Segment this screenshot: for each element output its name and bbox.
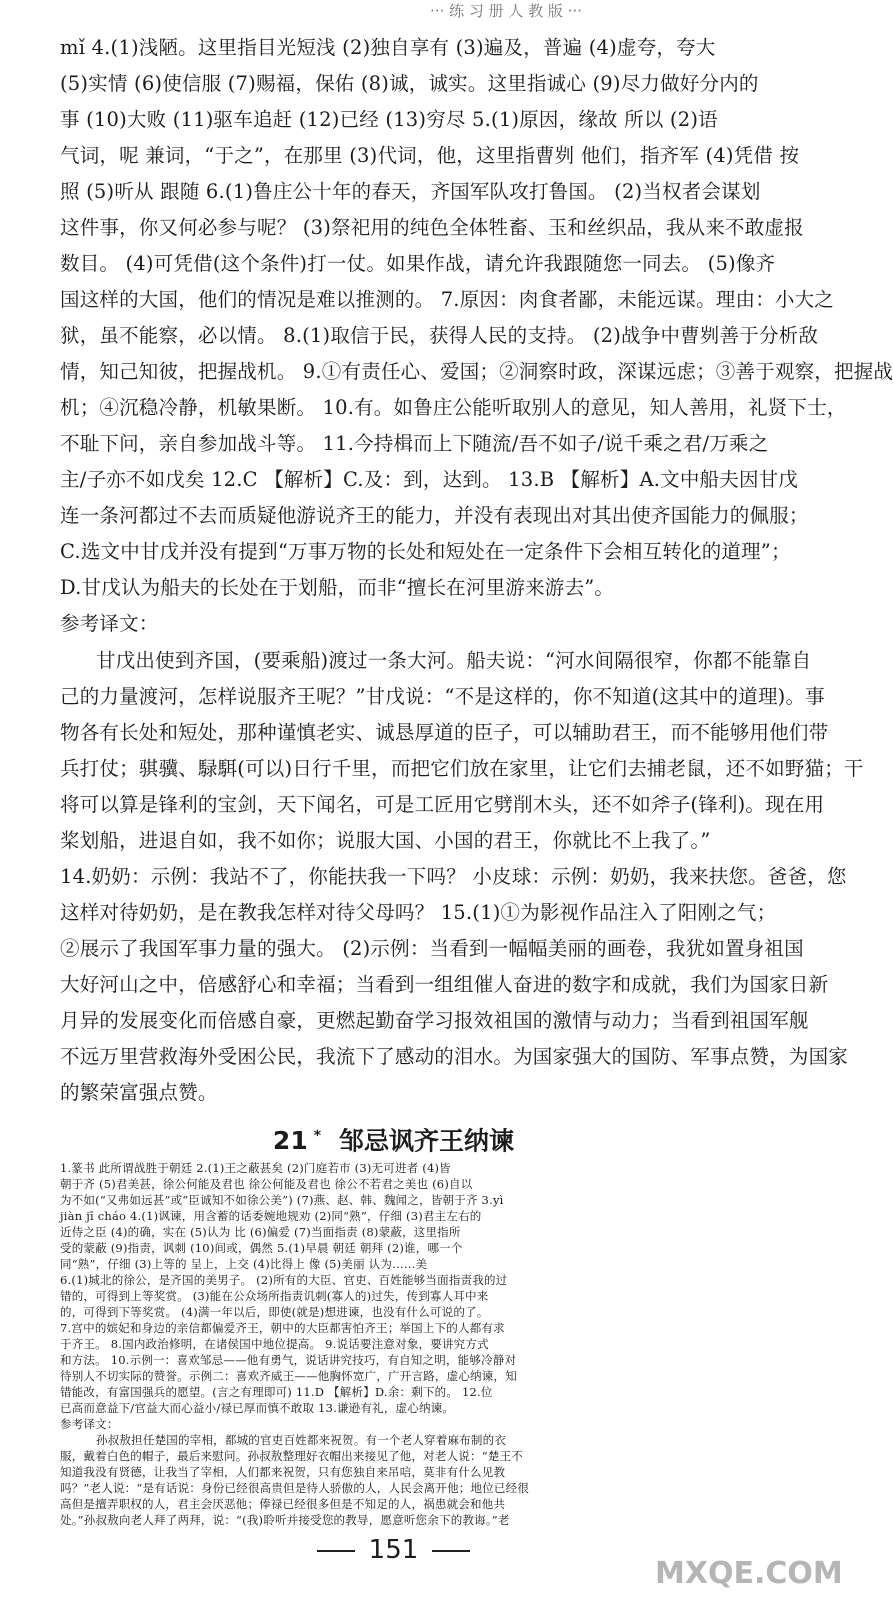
answer-line: 错能改，有富国强兵的愿望。(言之有理即可) 11.D 【解析】D.余：剩下的。 12.位 <box>60 1385 493 1399</box>
answer-line: 事 (10)大败 (11)驱车追赶 (12)已经 (13)穷尽 5.(1)原因，缘故 所以 (2)语 <box>60 108 718 131</box>
translation-line: 将可以算是锋利的宝剑，天下闻名，可是工匠用它劈削木头，还不如斧子(锋利)。现在用 <box>60 793 825 816</box>
answer-line: 6.(1)城北的徐公，是齐国的美男子。 (2)所有的大臣、官吏、百姓能够当面指责我的过 <box>60 1273 508 1287</box>
answer-line: 这件事，你又何必参与呢？ (3)祭祀用的纯色全体牲畜、玉和丝织品，我从来不敢虚报 <box>60 216 804 239</box>
section-title <box>0 1116 787 1161</box>
answer-line: 大好河山之中，倍感舒心和幸福；当看到一组组催人奋进的数字和成就，我们为国家日新 <box>60 973 829 996</box>
answer-line: 机；④沉稳冷静，机敏果断。 10.有。如鲁庄公能听取别人的意见，知人善用，礼贤下士， <box>60 396 847 419</box>
answer-line: 国这样的大国，他们的情况是难以推测的。 7.原因：肉食者鄙，未能远谋。理由：小大之 <box>60 288 835 311</box>
answer-line: 月异的发展变化而倍感自豪，更燃起勤奋学习报效祖国的激情与动力；当看到祖国军舰 <box>60 1009 809 1032</box>
answer-line: 近侍之臣 (4)的确，实在 (5)认为 比 (6)偏爱 (7)当面指责 (8)蒙蔽，这里指所 <box>60 1225 461 1239</box>
answer-line: D.甘戊认为船夫的长处在于划船，而非“擅长在河里游来游去”。 <box>60 576 615 599</box>
translation-line: 处。”孙叔敖向老人拜了两拜，说：“(我)聆听并接受您的教导，愿意听您余下的教诲。”老 <box>60 1513 510 1527</box>
page-number-dash-left <box>317 1550 355 1552</box>
answer-line: 7.宫中的嫔妃和身边的亲信都偏爱齐王，朝中的大臣都害怕齐王；举国上下的人都有求 <box>60 1321 505 1335</box>
answer-line: C.选文中甘戊并没有提到“万事万物的长处和短处在一定条件下会相互转化的道理”； <box>60 540 791 563</box>
answer-line: 错的，可得到上等奖赏。 (3)能在公众场所指责讥刺(寡人的)过失，传到寡人耳中来 <box>60 1289 489 1303</box>
translation-line: 甘戊出使到齐国，(要乘船)渡过一条大河。船夫说：“河水间隔很窄，你都不能靠自 <box>96 649 812 672</box>
translation-line: 吗？”老人说：“是有话说：身份已经很高贵但是待人骄傲的人，人民会离开他；地位已经很 <box>60 1481 530 1495</box>
section-star: * <box>313 1128 322 1144</box>
site-watermark: MXQE.COM <box>655 1556 843 1591</box>
translation-line: 兵打仗；骐骥、騄駬(可以)日行千里，而把它们放在家里，让它们去捕老鼠，还不如野猫；干 <box>60 757 864 780</box>
translation-line: 服，戴着白色的帽子，最后来慰问。孙叔敖整理好衣帽出来接见了他，对老人说：“楚王不 <box>60 1449 523 1463</box>
translation-line: 己的力量渡河，怎样说服齐王呢？”甘戊说：“不是这样的，你不知道(这其中的道理)。事 <box>60 685 825 708</box>
answer-line: 主/子亦不如戊矣 12.C 【解析】C.及：到，达到。 13.B 【解析】A.文中船夫因甘戊 <box>60 468 799 491</box>
answer-line: 和方法。 10.示例一：喜欢邹忌——他有勇气，说话讲究技巧，有自知之明，能够冷静对 <box>60 1353 517 1367</box>
answer-line: 狱，虽不能察，必以情。 8.(1)取信于民，获得人民的支持。 (2)战争中曹刿善于分析敌 <box>60 324 819 347</box>
answer-line: 于齐王。 8.国内政治修明，在诸侯国中地位提高。 9.说话要注意对象，要讲究方式 <box>60 1337 489 1351</box>
answer-line: 不耻下问，亲自参加战斗等。 11.今持楫而上下随流/吾不如子/说千乘之君/万乘之 <box>60 432 769 455</box>
translation-line: 桨划船，进退自如，我不如你；说服大国、小国的君王，你就比不上我了。” <box>60 829 711 852</box>
page-number-dash-right <box>432 1550 470 1552</box>
answer-line: 14.奶奶：示例：我站不了，你能扶我一下吗？ 小皮球：示例：奶奶，我来扶您。爸爸，您 <box>60 865 847 888</box>
answer-line: 为不如(“又弗如远甚”或“臣诚知不如徐公美”) (7)燕、赵、韩、魏闻之，皆朝于齐 3.yì <box>60 1193 504 1207</box>
translation-line: 孙叔敖担任楚国的宰相，都城的官吏百姓都来祝贺。有一个老人穿着麻布制的衣 <box>96 1433 507 1447</box>
section-number: 21 <box>272 1126 308 1156</box>
answer-line: 同“熟”，仔细 (3)上等的 呈上，上交 (4)比得上 像 (5)美丽 认为……美 <box>60 1257 428 1271</box>
answer-line: jiàn jī cháo 4.(1)讽谏，用含蓄的话委婉地规劝 (2)同“熟”，仔细 (3)君主左右的 <box>60 1209 482 1223</box>
answer-line: 的，可得到下等奖赏。 (4)满一年以后，即使(就是)想进谏，也没有什么可说的了。 <box>60 1305 489 1319</box>
translation-line: 物各有长处和短处，那种谨慎老实、诚恳厚道的臣子，可以辅助君王，而不能够用他们带 <box>60 721 829 744</box>
answer-line: 待别人不切实际的赞誉。示例二：喜欢齐威王——他胸怀宽广，广开言路，虚心纳谏，知 <box>60 1369 517 1383</box>
answer-line: 的繁荣富强点赞。 <box>60 1081 218 1104</box>
answer-line: ②展示了我国军事力量的强大。 (2)示例：当看到一幅幅美丽的画卷，我犹如置身祖国 <box>60 937 804 960</box>
reference-translation-label: 参考译文： <box>60 1417 119 1431</box>
answer-line: 情，知己知彼，把握战机。 9.①有责任心、爱国；②洞察时政，深谋远虑；③善于观察，把握战 <box>60 360 893 383</box>
answer-line: 这样对待奶奶，是在教我怎样对待父母吗？ 15.(1)①为影视作品注入了阳刚之气； <box>60 901 777 924</box>
answer-line: 1.篆书 此所谓战胜于朝廷 2.(1)王之蔽甚矣 (2)门庭若市 (3)无可进者 (4)皆 <box>60 1161 451 1175</box>
translation-line: 高但是擅弄职权的人，君主会厌恶他；俸禄已经很多但是不知足的人，祸患就会和他共 <box>60 1497 506 1511</box>
answer-line: 照 (5)听从 跟随 6.(1)鲁庄公十年的春天，齐国军队攻打鲁国。 (2)当权者会谋划 <box>60 180 761 203</box>
running-header: ··· 练 习 册 人 教 版 ··· <box>430 2 582 20</box>
answer-line: 连一条河都过不去而质疑他游说齐王的能力，并没有表现出对其出使齐国能力的佩服； <box>60 504 809 527</box>
reference-translation-label: 参考译文： <box>60 612 159 635</box>
translation-line: 知道我没有贤德，让我当了宰相，人们都来祝贺，只有您独自来吊唁，莫非有什么见教 <box>60 1465 506 1479</box>
answer-line: mǐ 4.(1)浅陋。这里指目光短浅 (2)独自享有 (3)遍及，普遍 (4)虚夸，夸大 <box>60 36 716 59</box>
answer-line: 受的蒙蔽 (9)指责，讽刺 (10)间或，偶然 5.(1)早晨 朝廷 朝拜 (2)谁，哪一个 <box>60 1241 463 1255</box>
answer-line: 不远万里营救海外受困公民，我流下了感动的泪水。为国家强大的国防、军事点赞，为国家 <box>60 1045 849 1068</box>
answer-line: 数目。 (4)可凭借(这个条件)打一仗。如果作战，请允许我跟随您一同去。 (5)像齐 <box>60 252 776 275</box>
section-heading: 邹忌讽齐王纳谏 <box>339 1126 515 1156</box>
answer-line: 朝于齐 (5)君美甚，徐公何能及君也 徐公何能及君也 徐公不若君之美也 (6)自以 <box>60 1177 473 1191</box>
answer-line: 已高而意益下/官益大而心益小/禄已厚而慎不敢取 13.谦逊有礼，虚心纳谏。 <box>60 1401 455 1415</box>
answer-line: (5)实情 (6)使信服 (7)赐福，保佑 (8)诚，诚实。这里指诚心 (9)尽力做好分内的 <box>60 72 759 95</box>
page-number-text: 151 <box>368 1535 419 1565</box>
answer-line: 气词，呢 兼词，“于之”，在那里 (3)代词，他，这里指曹刿 他们，指齐军 (4)凭借 按 <box>60 144 800 167</box>
